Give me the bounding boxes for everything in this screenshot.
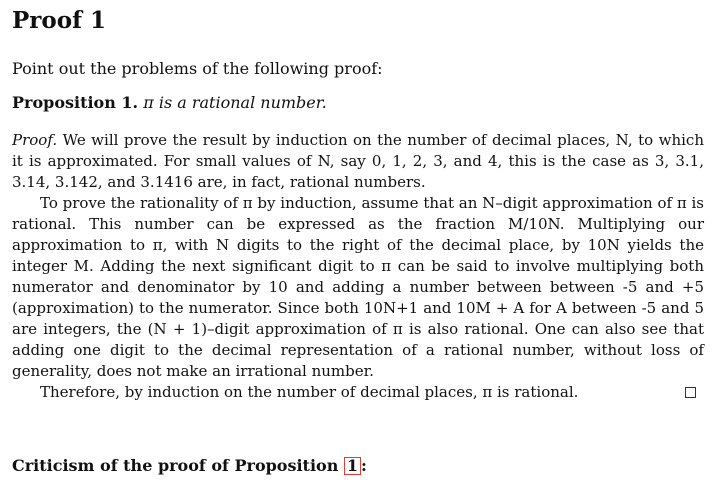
proposition-statement: π is a rational number. (143, 93, 327, 112)
criticism-heading-text: Criticism of the proof of Proposition (12, 456, 339, 475)
proof-paragraph-2: To prove the rationality of π by induction, assume that an N–digit approximation of π is rational. This number can be expressed as the fraction M/10N. Multiplying our approximation to π, with N digits to the right of the decimal place, by 10N yields the integer M. Adding the next significant digit to π can be said to involve multiplying both numerator and denominator by 10 and adding a number between between -5 and +5 (approximation) to the numerator. Since both 10N+1 and 10M + A for A between -5 and 5 are integers, the (N + 1)–digit approximation of π is also rational. One can also see that adding one digit to the decimal representation of a rational number, without loss of generality, does not make an irrational number. (12, 194, 704, 380)
instruction-text: Point out the problems of the following proof: (12, 59, 383, 78)
proof-paragraph-3 (12, 382, 704, 403)
qed-box-icon (685, 387, 696, 398)
criticism-heading (12, 455, 367, 477)
proof-label: Proof. (12, 131, 58, 149)
proof-paragraph-1 (12, 130, 704, 193)
criticism-heading-suffix: : (361, 456, 367, 475)
proof-block (12, 130, 704, 403)
page-title: Proof 1 (12, 7, 106, 34)
proof-text-1: We will prove the result by induction on the number of decimal places, N, to which it is approximated. For small values of N, say 0, 1, 2, 3, and 4, this is the case as 3, 3.1, 3.14, 3.142, and 3.1416 are, in fact, rational numbers. (12, 131, 704, 191)
proposition-ref-link[interactable]: 1 (344, 457, 361, 475)
proof-text-3: Therefore, by induction on the number of decimal places, π is rational. (40, 383, 579, 401)
proposition (12, 92, 327, 114)
proposition-label: Proposition 1. (12, 93, 139, 112)
